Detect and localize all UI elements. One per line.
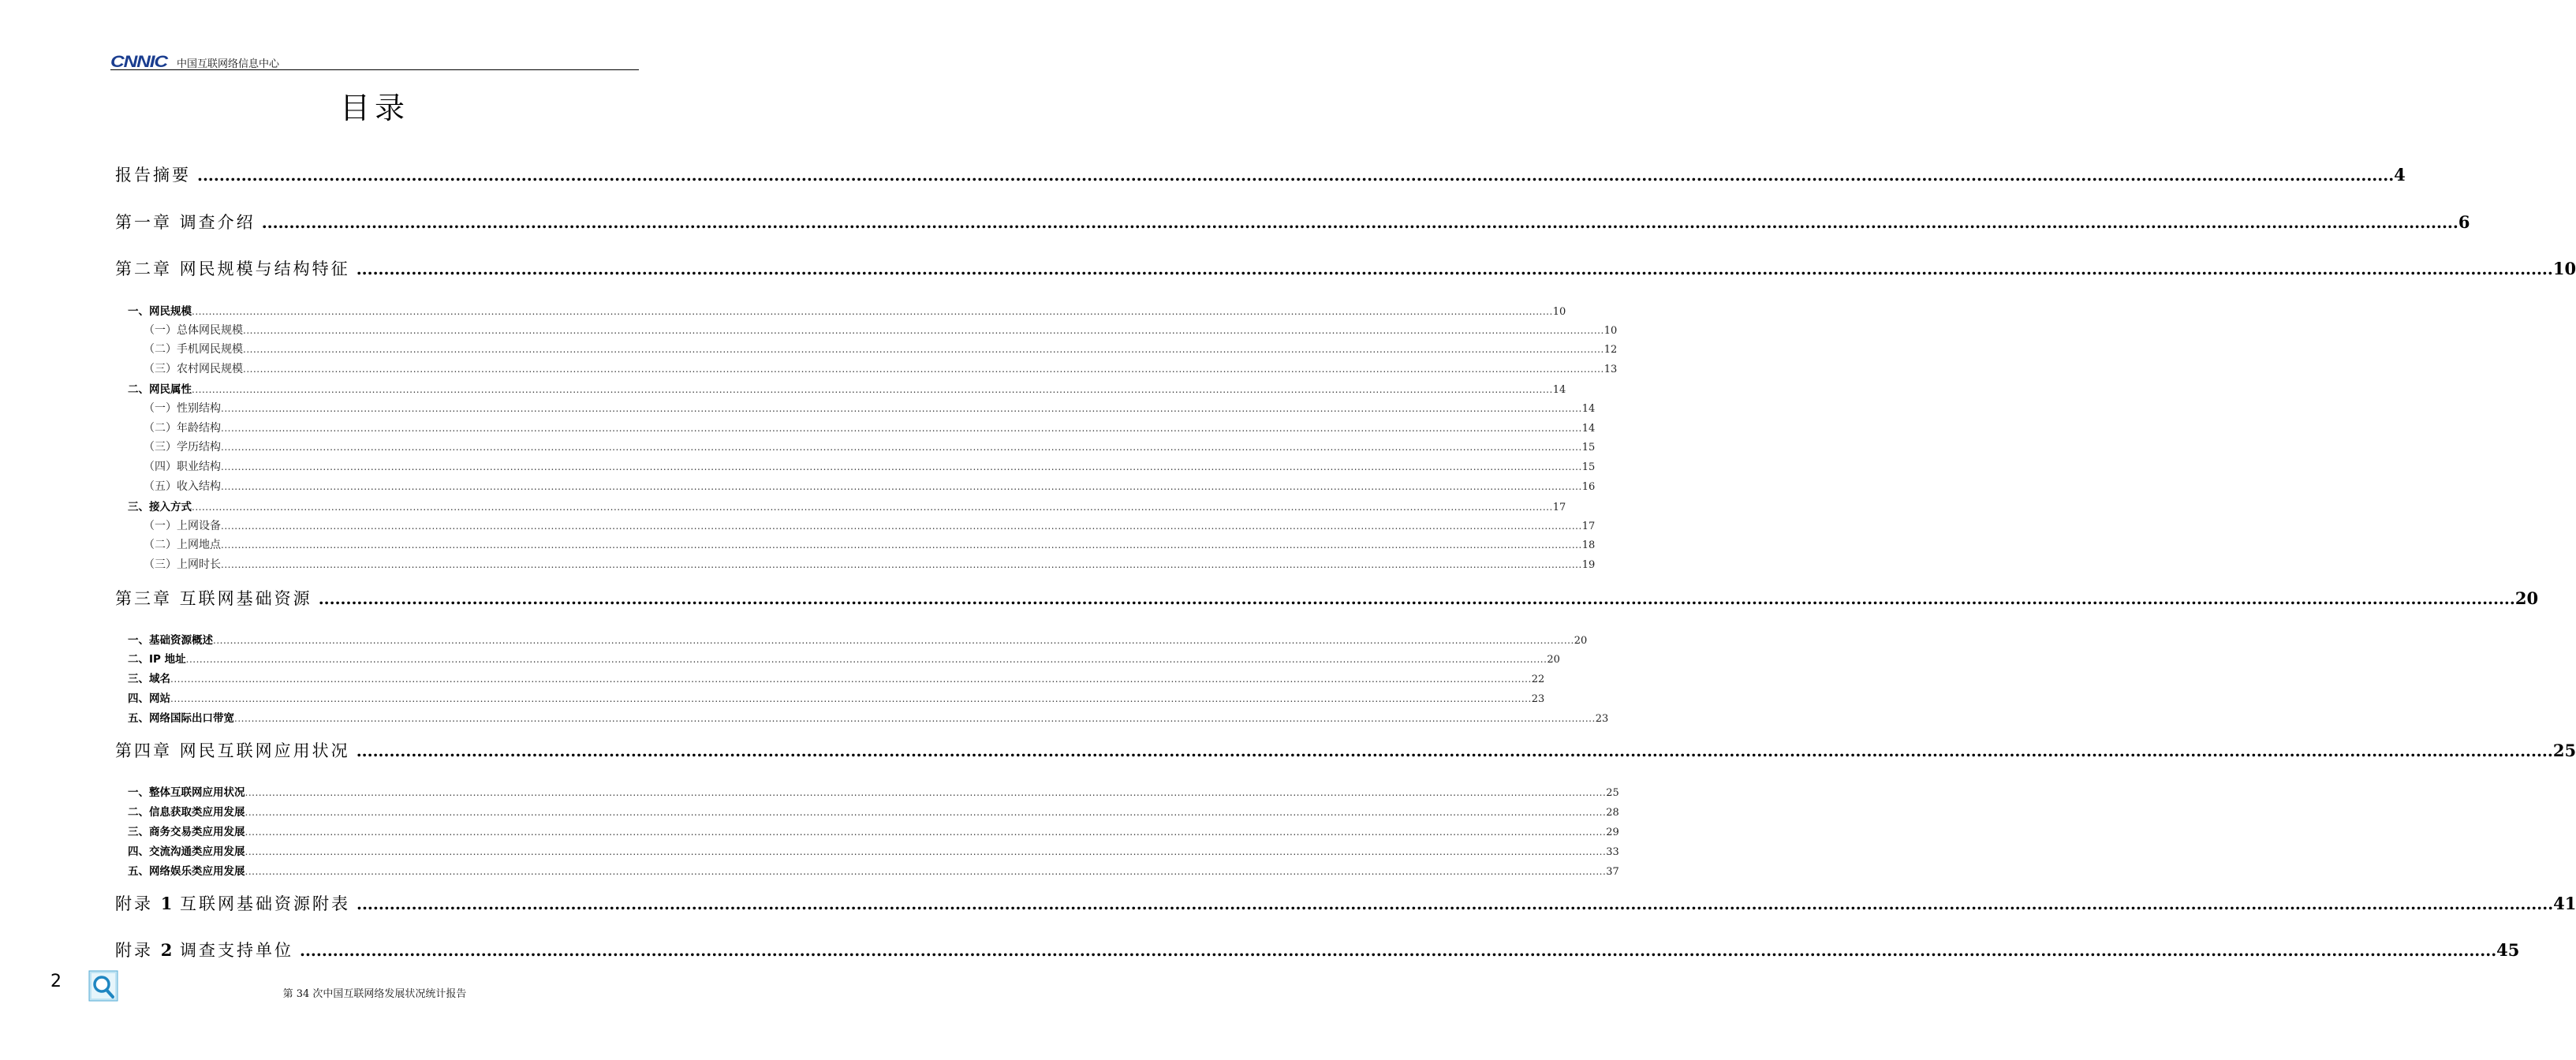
toc-entry-page: 22	[1531, 674, 1545, 685]
report-footer-title: 第 34 次中国互联网络发展状况统计报告	[282, 988, 467, 1000]
toc-entry-page: 15	[1581, 461, 1596, 473]
toc-entry-label: 二、网民属性	[128, 383, 192, 396]
toc-entry-label: （三）上网时长	[144, 558, 221, 571]
toc-entry-label: （四）职业结构	[144, 461, 221, 473]
toc-entry-page: 20	[2514, 588, 2539, 608]
organization-name: 中国互联网络信息中心	[177, 58, 280, 70]
toc-entry-label: 四、交流沟通类应用发展	[128, 845, 245, 858]
page-title: 目录	[339, 91, 409, 125]
toc-entry-label: 一、网民规模	[128, 305, 192, 318]
toc-entry[interactable]	[115, 420, 1596, 435]
toc-entry[interactable]	[115, 631, 1588, 647]
toc-entry-label: 三、域名	[128, 673, 170, 685]
toc-entry-page: 6	[2458, 212, 2470, 232]
toc-entry-label: 一、基础资源概述	[128, 634, 213, 647]
toc-entry[interactable]	[115, 517, 1596, 533]
toc-entry-label: （五）收入结构	[144, 480, 221, 493]
toc-entry-page: 25	[2552, 741, 2576, 760]
toc-leader-dots: ................................................................................................................................................................................................................................................................................................................................................................................................................	[221, 461, 1582, 472]
toc-leader-dots: ................................................................................................................................................................................................................................................................................................................................................................................................................	[318, 589, 2515, 608]
toc-entry-page: 16	[1581, 481, 1596, 493]
toc-entry-page: 15	[1581, 442, 1596, 453]
toc-entry[interactable]	[115, 783, 1619, 799]
toc-entry-page: 20	[1547, 654, 1560, 666]
toc-entry-page: 45	[2496, 940, 2520, 960]
toc-entry-page: 4	[2394, 165, 2406, 185]
header-rule	[110, 69, 639, 70]
toc-entry[interactable]	[115, 862, 1619, 878]
toc-entry[interactable]	[115, 586, 2539, 610]
toc-entry[interactable]	[115, 689, 1545, 705]
toc-entry-label: 第四章 网民互联网应用状况	[115, 741, 350, 760]
toc-entry-label: 五、网络娱乐类应用发展	[128, 865, 245, 878]
toc-leader-dots: ................................................................................................................................................................................................................................................................................................................................................................................................................	[245, 866, 1607, 877]
toc-entry[interactable]	[115, 556, 1596, 572]
toc-entry-page: 13	[1603, 364, 1618, 375]
toc-entry-label: 四、网站	[128, 692, 170, 705]
toc-entry-label: （一）上网设备	[144, 520, 221, 532]
toc-entry[interactable]	[115, 891, 2576, 915]
toc-entry[interactable]	[115, 738, 2576, 762]
toc-entry-label: 三、接入方式	[128, 501, 192, 513]
toc-entry[interactable]	[115, 256, 2576, 280]
toc-entry-label: （三）学历结构	[144, 441, 221, 453]
toc-entry-label: 第一章 调查介绍	[115, 213, 256, 232]
page-header	[110, 52, 639, 71]
toc-entry-label: （三）农村网民规模	[144, 363, 243, 375]
toc-leader-dots: ................................................................................................................................................................................................................................................................................................................................................................................................................	[170, 693, 1532, 704]
toc-entry-label: 报告摘要	[115, 166, 191, 185]
toc-entry[interactable]	[115, 400, 1596, 416]
toc-leader-dots: ................................................................................................................................................................................................................................................................................................................................................................................................................	[192, 502, 1553, 513]
toc-entry-page: 19	[1581, 559, 1596, 571]
toc-entry-label: 二、IP 地址	[128, 653, 186, 666]
toc-entry[interactable]	[115, 823, 1619, 838]
toc-entry-label: （二）上网地点	[144, 539, 221, 551]
toc-entry[interactable]	[115, 439, 1596, 454]
toc-leader-dots: ................................................................................................................................................................................................................................................................................................................................................................................................................	[221, 539, 1582, 551]
toc-entry[interactable]	[115, 380, 1566, 396]
toc-leader-dots: ................................................................................................................................................................................................................................................................................................................................................................................................................	[221, 559, 1582, 570]
toc-entry[interactable]	[115, 360, 1618, 376]
toc-entry-page: 37	[1606, 866, 1619, 878]
toc-entry-page: 14	[1552, 384, 1566, 396]
toc-entry-page: 23	[1531, 693, 1545, 705]
toc-leader-dots: ................................................................................................................................................................................................................................................................................................................................................................................................................	[243, 325, 1604, 336]
svg-text:CNNIC: CNNIC	[110, 53, 170, 71]
toc-leader-dots: ................................................................................................................................................................................................................................................................................................................................................................................................................	[245, 827, 1607, 838]
toc-leader-dots: ................................................................................................................................................................................................................................................................................................................................................................................................................	[185, 654, 1547, 665]
toc-leader-dots: ................................................................................................................................................................................................................................................................................................................................................................................................................	[243, 344, 1604, 355]
toc-entry-page: 17	[1552, 502, 1566, 513]
toc-entry[interactable]	[115, 302, 1566, 318]
toc-entry-page: 10	[1603, 325, 1618, 337]
toc-leader-dots: ................................................................................................................................................................................................................................................................................................................................................................................................................	[356, 741, 2553, 760]
toc-entry-page: 23	[1595, 713, 1609, 725]
toc-entry-page: 17	[1581, 521, 1596, 532]
toc-entry[interactable]	[115, 162, 2406, 186]
toc-entry-page: 14	[1581, 403, 1596, 415]
toc-leader-dots: ................................................................................................................................................................................................................................................................................................................................................................................................................	[357, 894, 2554, 913]
toc-entry-page: 10	[2552, 259, 2576, 278]
toc-leader-dots: ................................................................................................................................................................................................................................................................................................................................................................................................................	[221, 423, 1582, 434]
toc-entry-label: 第三章 互联网基础资源	[115, 589, 312, 608]
toc-entry[interactable]	[115, 938, 2520, 961]
toc-entry-page: 10	[1552, 306, 1566, 318]
toc-entry-page: 33	[1606, 846, 1619, 858]
toc-leader-dots: ................................................................................................................................................................................................................................................................................................................................................................................................................	[245, 807, 1607, 818]
toc-entry-label: （一）总体网民规模	[144, 324, 243, 337]
toc-leader-dots: ................................................................................................................................................................................................................................................................................................................................................................................................................	[221, 403, 1582, 414]
toc-leader-dots: ................................................................................................................................................................................................................................................................................................................................................................................................................	[261, 213, 2458, 232]
toc-entry[interactable]	[115, 210, 2470, 233]
toc-leader-dots: ................................................................................................................................................................................................................................................................................................................................................................................................................	[197, 166, 2395, 185]
toc-entry[interactable]	[115, 670, 1545, 685]
toc-leader-dots: ................................................................................................................................................................................................................................................................................................................................................................................................................	[245, 846, 1607, 857]
toc-leader-dots: ................................................................................................................................................................................................................................................................................................................................................................................................................	[356, 259, 2553, 278]
toc-entry[interactable]	[115, 803, 1619, 819]
toc-entry[interactable]	[115, 842, 1619, 858]
toc-leader-dots: ................................................................................................................................................................................................................................................................................................................................................................................................................	[213, 635, 1574, 646]
toc-leader-dots: ................................................................................................................................................................................................................................................................................................................................................................................................................	[221, 521, 1582, 532]
toc-leader-dots: ................................................................................................................................................................................................................................................................................................................................................................................................................	[300, 941, 2497, 960]
toc-leader-dots: ................................................................................................................................................................................................................................................................................................................................................................................................................	[243, 364, 1604, 375]
toc-leader-dots: ................................................................................................................................................................................................................................................................................................................................................................................................................	[221, 442, 1582, 453]
toc-entry-page: 25	[1606, 787, 1619, 799]
toc-leader-dots: ................................................................................................................................................................................................................................................................................................................................................................................................................	[234, 713, 1596, 724]
toc-entry-label: 一、整体互联网应用状况	[128, 786, 245, 799]
page-number: 2	[50, 972, 62, 991]
toc-leader-dots: ................................................................................................................................................................................................................................................................................................................................................................................................................	[192, 306, 1553, 317]
toc-entry-page: 12	[1603, 344, 1618, 356]
toc-entry-label: 附录 1 互联网基础资源附表	[115, 894, 350, 913]
toc-leader-dots: ................................................................................................................................................................................................................................................................................................................................................................................................................	[221, 481, 1582, 492]
toc-entry-label: 附录 2 调查支持单位	[115, 940, 293, 960]
toc-entry-page: 41	[2553, 894, 2576, 913]
cnnic-logo	[110, 52, 169, 69]
toc-entry-page: 20	[1574, 635, 1588, 647]
toc-entry[interactable]	[115, 709, 1609, 725]
toc-entry[interactable]	[115, 458, 1596, 474]
toc-entry-label: 三、商务交易类应用发展	[128, 826, 245, 838]
toc-entry[interactable]	[115, 478, 1596, 494]
toc-entry-page: 28	[1606, 807, 1619, 819]
toc-entry-label: 第二章 网民规模与结构特征	[115, 259, 350, 278]
toc-leader-dots: ................................................................................................................................................................................................................................................................................................................................................................................................................	[170, 674, 1532, 685]
toc-entry-label: （一）性别结构	[144, 402, 221, 415]
toc-entry[interactable]	[115, 536, 1596, 552]
toc-entry-label: （二）手机网民规模	[144, 343, 243, 356]
toc-entry-page: 29	[1606, 827, 1619, 838]
toc-entry-label: （二）年龄结构	[144, 422, 221, 435]
toc-entry-page: 18	[1581, 539, 1596, 551]
toc-entry-page: 14	[1581, 423, 1596, 435]
toc-entry[interactable]	[115, 650, 1560, 666]
toc-entry[interactable]	[115, 322, 1618, 338]
toc-entry[interactable]	[115, 341, 1618, 356]
toc-entry-label: 二、信息获取类应用发展	[128, 806, 245, 819]
toc-entry-label: 五、网络国际出口带宽	[128, 712, 234, 725]
toc-leader-dots: ................................................................................................................................................................................................................................................................................................................................................................................................................	[192, 384, 1553, 395]
toc-entry[interactable]	[115, 498, 1566, 513]
toc-leader-dots: ................................................................................................................................................................................................................................................................................................................................................................................................................	[245, 787, 1607, 798]
